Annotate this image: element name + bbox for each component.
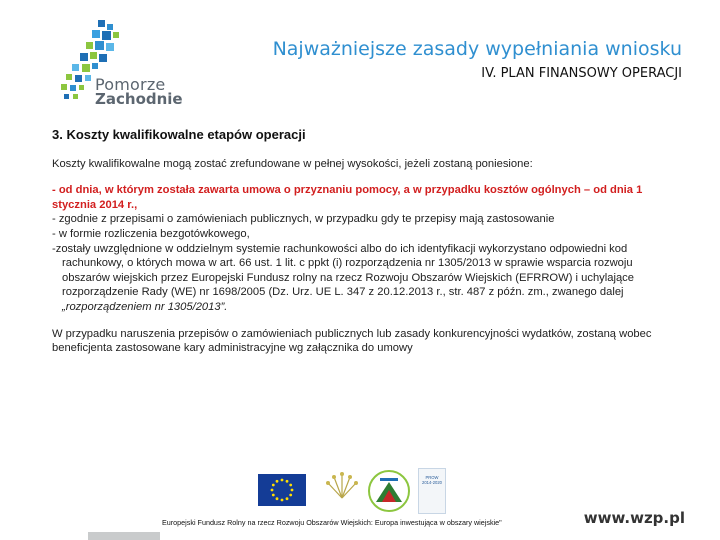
eu-flag-icon (258, 474, 306, 506)
closing-line-2: beneficjenta zastosowane kary administracyjne wg załącznika do umowy (52, 342, 413, 355)
page-title: Najważniejsze zasady wypełniania wniosku (272, 38, 682, 60)
condition-item-1-line-2: stycznia 2014 r., (52, 198, 138, 211)
website-link[interactable]: www.wzp.pl (583, 509, 685, 527)
eu-stars-icon (258, 474, 306, 506)
condition-item-1-line-1: - od dnia, w którym została zawarta umowa o przyznaniu pomocy, a w przypadku kosztów ogólnych – od dnia 1 (52, 184, 643, 197)
intro-paragraph: Koszty kwalifikowalne mogą zostać zrefundowane w pełnej wysokości, jeżeli zostaną poniesione: (52, 157, 533, 170)
prow-logo-icon: PROW 2014-2020 (418, 468, 446, 514)
condition-item-3: - w formie rozliczenia bezgotówkowego, (52, 227, 250, 240)
funding-logos (258, 466, 448, 512)
leader-logo-icon (320, 468, 364, 512)
logo-text-zachodnie: Zachodnie (95, 90, 183, 108)
funding-statement: Europejski Fundusz Rolny na rzecz Rozwoju Obszarów Wiejskich: Europa inwestująca w obszary wiejskie" (162, 518, 502, 527)
main-content (52, 128, 692, 356)
closing-paragraph (52, 327, 692, 356)
closing-line-1: W przypadku naruszenia przepisów o zamówieniach publicznych lub zasady konkurencyjności wydatków, zostaną wobec (52, 327, 652, 340)
condition-item-4-line-5: „rozporządzeniem nr 1305/2013”. (62, 300, 228, 313)
condition-item-4-line-1: -zostały uwzględnione w oddzielnym systemie rachunkowości albo do ich identyfikacji wykorzystano odpowiedni kod (52, 242, 628, 255)
ksow-logo-icon (366, 468, 412, 514)
page-subtitle: IV. PLAN FINANSOWY OPERACJI (481, 66, 682, 81)
condition-item-4-line-4: rozporządzenie Rady (WE) nr 1698/2005 (Dz. Urz. UE L. 347 z 20.12.2013 r., str. 487 z późn. zm., zwanego dalej (62, 286, 624, 299)
bottom-decorative-bar (88, 532, 160, 540)
conditions-list (52, 183, 692, 314)
condition-item-4-line-3: obszarów wiejskich przez Europejski Fundusz rolny na rzecz Rozwoju Obszarów Wiejskich (EFRROW) i uchylające (62, 271, 634, 284)
section-title: 3. Koszty kwalifikowalne etapów operacji (52, 127, 306, 142)
condition-item-2: - zgodnie z przepisami o zamówieniach publicznych, w przypadku gdy te przepisy mają zastosowanie (52, 213, 555, 226)
logo-text-pomorze: Pomorze (95, 75, 166, 94)
condition-item-4-line-2: rachunkowy, o których mowa w art. 66 ust. 1 lit. c ppkt (i) rozporządzenia nr 1305/2013 w sprawie wsparcia rozwoju (62, 257, 633, 270)
